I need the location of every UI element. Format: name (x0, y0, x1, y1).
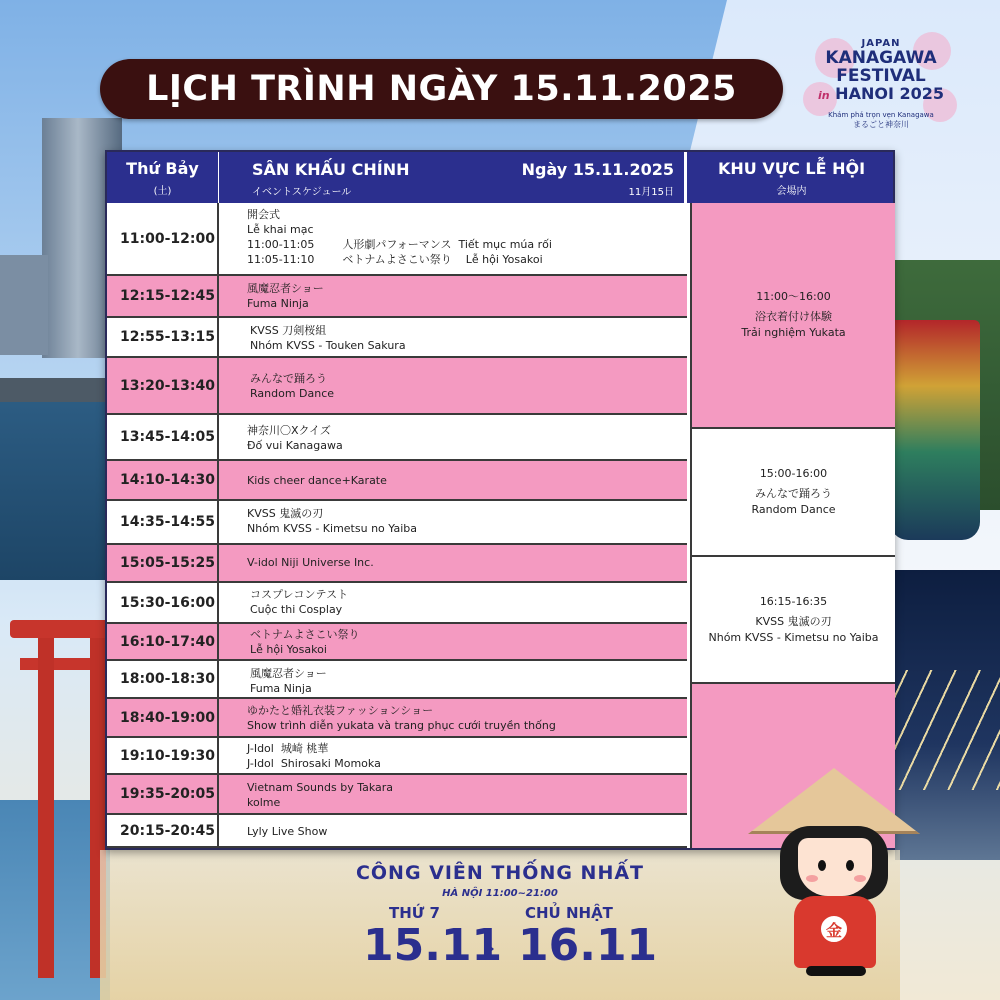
mascot-eye (846, 860, 854, 871)
harbor-water (0, 380, 120, 580)
table-row (107, 624, 687, 661)
day2-date: 16.11 (518, 920, 658, 971)
event-line: V-idol Niji Universe Inc. (247, 556, 374, 569)
row-event (250, 627, 359, 657)
venue-name: CÔNG VIÊN THỐNG NHẤT (355, 862, 645, 884)
table-row (107, 461, 687, 501)
row-event (250, 587, 348, 617)
day2-label: CHỦ NHẬT (525, 904, 613, 922)
row-time: 20:15-20:45 (107, 815, 219, 846)
table-row (107, 545, 687, 583)
pirate-ship (890, 320, 980, 540)
schedule-table (105, 150, 895, 850)
table-row (107, 738, 687, 775)
header-date-jp: 11月15日 (628, 187, 674, 198)
torii-post-left (38, 638, 54, 978)
pier (0, 378, 110, 402)
event-line: J-Idol Shirosaki Momoka (247, 757, 381, 770)
event-line: kolme (247, 796, 281, 809)
logo-japan: JAPAN (861, 38, 901, 49)
row-event (247, 555, 374, 570)
area-line: KVSS 鬼滅の刃 (755, 614, 832, 628)
row-time: 12:15-12:45 (107, 276, 219, 316)
mascot-illustration (748, 768, 923, 980)
event-line: Lễ hội Yosakoi (250, 643, 327, 656)
row-time: 15:05-15:25 (107, 545, 219, 581)
header-date: Ngày 15.11.2025 (521, 160, 674, 179)
event-line: Nhóm KVSS - Kimetsu no Yaiba (247, 522, 417, 535)
row-event (250, 371, 334, 401)
mascot-feet (806, 966, 866, 976)
area-line: みんなで踊ろう (755, 487, 832, 500)
event-line: ベトナムよさこい祭り (250, 628, 360, 641)
row-time: 18:40-19:00 (107, 699, 219, 736)
event-line: 開会式 (247, 208, 280, 221)
row-event (247, 741, 381, 771)
festival-area-block (692, 557, 895, 684)
event-line: 神奈川〇Xクイズ (247, 424, 331, 437)
row-event (250, 666, 327, 696)
row-time: 13:45-14:05 (107, 415, 219, 459)
event-line: KVSS 鬼滅の刃 (247, 507, 324, 520)
row-event (247, 824, 327, 839)
logo-hanoi-text: HANOI 2025 (835, 84, 944, 103)
day1-label: THỨ 7 (389, 904, 440, 922)
row-event (247, 703, 556, 733)
header-main-stage (219, 152, 687, 203)
event-line: Lễ khai mạc (247, 223, 314, 236)
event-line: Vietnam Sounds by Takara (247, 781, 394, 794)
table-row (107, 699, 687, 738)
logo-festival: FESTIVAL (836, 66, 926, 86)
festival-area-column (690, 203, 893, 848)
city-building (0, 255, 48, 355)
row-time: 11:00-12:00 (107, 203, 219, 274)
area-line: 浴衣着付け体験 (755, 310, 832, 323)
event-line: Lyly Live Show (247, 825, 328, 838)
row-event (250, 323, 406, 353)
header-festival-area (690, 152, 893, 203)
event-line: ゆかたと婚礼衣装ファッションショー (247, 704, 434, 717)
row-event (247, 506, 417, 536)
mascot-face (798, 838, 872, 896)
row-event (247, 473, 387, 488)
row-time: 19:10-19:30 (107, 738, 219, 773)
table-row (107, 203, 687, 276)
festival-area-block (692, 429, 895, 557)
day1-date: 15.11 (363, 920, 503, 971)
table-row (107, 775, 687, 815)
event-line: Đố vui Kanagawa (247, 439, 343, 452)
header-day-label: Thứ Bảy (126, 159, 199, 178)
header-area-jp: 会場内 (776, 186, 807, 197)
event-line: Kids cheer dance+Karate (247, 474, 387, 487)
logo-tagline-jp: まるごと神奈川 (853, 120, 909, 129)
logo-tagline: Khám phá trọn vẹn Kanagawa (828, 111, 934, 119)
row-time: 16:10-17:40 (107, 624, 219, 659)
area-line: Nhóm KVSS - Kimetsu no Yaiba (708, 630, 879, 644)
row-event (247, 780, 393, 810)
header-main-stage-jp: イベントスケジュール (252, 187, 352, 198)
table-row (107, 501, 687, 545)
event-line: J-Idol 城崎 桃華 (247, 742, 329, 755)
row-time: 19:35-20:05 (107, 775, 219, 813)
table-row (107, 583, 687, 624)
event-line: 11:05-11:10 ベトナムよさこい祭り Lễ hội Yosakoi (247, 253, 543, 266)
event-line: Fuma Ninja (250, 682, 312, 695)
table-row (107, 415, 687, 461)
logo-in: in (817, 89, 830, 102)
conical-hat (748, 768, 920, 834)
event-line: Fuma Ninja (247, 297, 309, 310)
torii-beam (10, 620, 115, 638)
event-line: コスプレコンテスト (250, 588, 349, 601)
area-line: Random Dance (751, 503, 836, 516)
venue-sub: HÀ NỘI 11:00~21:00 (442, 888, 558, 899)
mascot-eye (818, 860, 826, 871)
header-day-jp: (土) (153, 186, 172, 197)
area-line: Trải nghiệm Yukata (741, 326, 846, 339)
row-event (247, 281, 324, 311)
event-line: Cuộc thi Cosplay (250, 603, 343, 616)
row-time: 13:20-13:40 (107, 358, 219, 413)
table-row (107, 276, 687, 318)
row-time: 14:10-14:30 (107, 461, 219, 499)
event-line: 11:00-11:05 人形劇パフォーマンス Tiết mục múa rối (247, 238, 552, 251)
event-line: 風魔忍者ショー (250, 667, 327, 680)
logo-kanagawa: KANAGAWA (825, 48, 937, 68)
festival-area-block (692, 203, 895, 429)
event-line: 風魔忍者ショー (247, 282, 324, 295)
mascot-cheek (854, 875, 866, 882)
row-time: 14:35-14:55 (107, 501, 219, 543)
area-line: 15:00-16:00 (759, 467, 828, 480)
header-main-stage-label: SÂN KHẤU CHÍNH (252, 160, 410, 179)
arrow-icon (484, 941, 494, 957)
table-row (107, 358, 687, 415)
gold-coin-icon: 金 (818, 913, 850, 945)
row-time: 12:55-13:15 (107, 318, 219, 356)
event-line: Nhóm KVSS - Touken Sakura (250, 339, 406, 352)
table-row (107, 661, 687, 699)
row-time: 18:00-18:30 (107, 661, 219, 697)
area-line: 16:15-16:35 (759, 594, 828, 608)
event-line: KVSS 刀剣桜組 (250, 324, 327, 337)
row-event (247, 207, 552, 267)
table-header (107, 152, 893, 203)
mascot-cheek (806, 875, 818, 882)
table-row (107, 815, 687, 848)
header-day (107, 152, 219, 203)
festival-logo (803, 32, 959, 144)
event-line: みんなで踊ろう (250, 372, 327, 385)
area-line: 11:00〜16:00 (756, 290, 831, 303)
row-time: 15:30-16:00 (107, 583, 219, 622)
logo-hanoi (803, 85, 959, 105)
page-title: LỊCH TRÌNH NGÀY 15.11.2025 (100, 59, 783, 119)
table-row (107, 318, 687, 358)
header-area-label: KHU VỰC LỄ HỘI (717, 159, 866, 178)
event-line: Show trình diễn yukata và trang phục cưới truyền thống (247, 719, 556, 732)
event-line: Random Dance (250, 387, 335, 400)
row-event (247, 423, 343, 453)
